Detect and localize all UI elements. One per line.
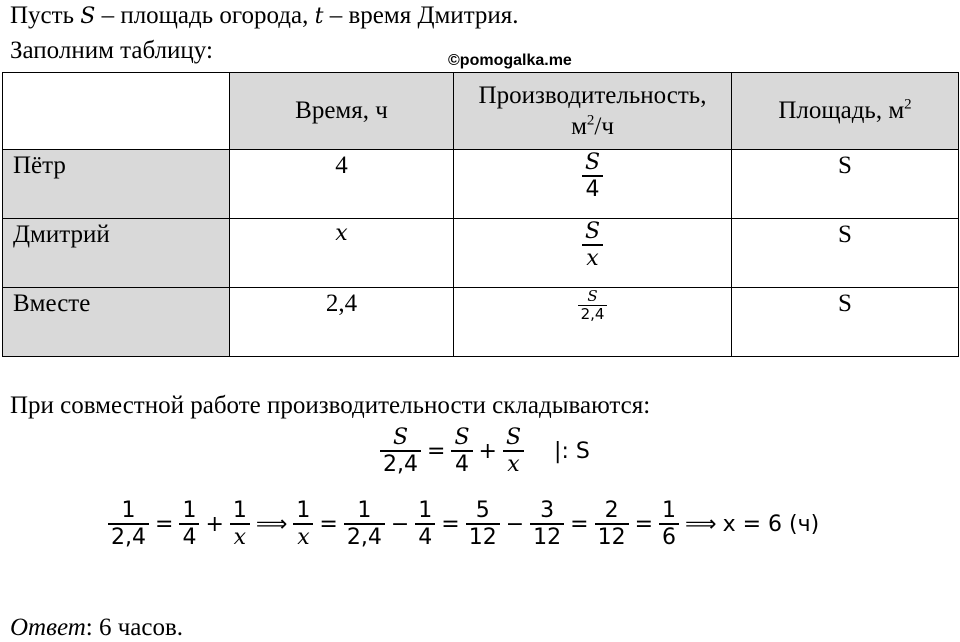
intro-suffix: – время Дмитрия.	[323, 2, 519, 29]
row-time: 4	[230, 150, 454, 219]
equation-sum	[380, 425, 590, 478]
fraction: $\frac{1}{x}$	[230, 498, 250, 551]
fraction: $\frac{1}{x}$	[293, 498, 313, 551]
answer-label: Ответ	[10, 614, 86, 641]
intro-middle: – площадь огорода,	[95, 2, 315, 29]
fraction: $\frac{S}{x}$	[582, 219, 603, 272]
row-name: Пётр	[3, 150, 230, 219]
fraction: $\frac{1}{6}$	[659, 498, 679, 551]
table-row	[3, 288, 959, 357]
row-area: S	[732, 219, 959, 288]
implies-sign: ⟹	[255, 511, 288, 537]
row-name: Дмитрий	[3, 219, 230, 288]
fraction: $\frac{1}{4}$	[415, 498, 435, 551]
header-area-sup: 2	[904, 97, 912, 114]
fraction: $\frac{2}{12}$	[595, 498, 629, 551]
row-productivity	[454, 219, 732, 288]
header-productivity-sup: 2	[586, 112, 595, 129]
table-row	[3, 150, 959, 219]
row-time: 2,4	[230, 288, 454, 357]
data-table	[2, 72, 959, 357]
header-productivity	[454, 73, 732, 150]
equals-sign: =	[319, 511, 338, 537]
header-productivity-label: Производительность,	[478, 81, 707, 109]
plus-sign: +	[478, 438, 497, 464]
header-productivity-unit: м	[571, 113, 587, 140]
divide-note: |: S	[554, 438, 590, 464]
row-name: Вместе	[3, 288, 230, 357]
fraction: $\frac{S}{x}$	[503, 425, 524, 478]
header-time: Время, ч	[230, 73, 454, 150]
equals-sign: =	[427, 438, 446, 464]
fraction: $\frac{S}{2,4}$	[380, 425, 421, 478]
row-area: S	[732, 150, 959, 219]
fraction: $\frac{3}{12}$	[530, 498, 564, 551]
header-area	[732, 73, 959, 150]
row-productivity	[454, 150, 732, 219]
intro-line	[10, 2, 519, 30]
header-empty	[3, 73, 230, 150]
plus-sign: +	[205, 511, 224, 537]
header-area-label: Площадь, м	[778, 97, 905, 125]
row-area: S	[732, 288, 959, 357]
header-productivity-tail: /ч	[594, 113, 614, 140]
answer-text: : 6 часов.	[85, 614, 184, 641]
fraction: $\frac{1}{2,4}$	[108, 498, 149, 551]
row-time: x	[230, 219, 454, 288]
result: x = 6 (ч)	[722, 511, 820, 537]
table-row	[3, 219, 959, 288]
equation-solution	[108, 498, 819, 551]
fraction: $\frac{5}{12}$	[466, 498, 500, 551]
intro-prefix: Пусть	[10, 2, 81, 29]
fill-table-line: Заполним таблицу:	[10, 37, 213, 64]
fraction: $\frac{1}{4}$	[179, 498, 199, 551]
equals-sign: =	[570, 511, 589, 537]
equals-sign: =	[441, 511, 460, 537]
var-s: S	[80, 4, 96, 29]
answer-line	[10, 614, 183, 642]
fraction: $\frac{1}{2,4}$	[344, 498, 385, 551]
watermark: ©pomogalka.me	[448, 52, 572, 69]
fraction: $\frac{S}{2,4}$	[578, 288, 608, 324]
row-productivity	[454, 288, 732, 357]
fraction: $\frac{S}{4}$	[451, 425, 472, 478]
minus-sign: −	[390, 511, 410, 537]
equals-sign: =	[634, 511, 654, 537]
equals-sign: =	[155, 511, 174, 537]
minus-sign: −	[505, 511, 525, 537]
table-header-row	[3, 73, 959, 150]
implies-sign: ⟹	[685, 511, 717, 537]
fraction: $\frac{S}{4}$	[582, 150, 603, 203]
joint-work-line: При совместной работе производительности складываются:	[10, 392, 651, 419]
var-t: t	[314, 4, 324, 29]
